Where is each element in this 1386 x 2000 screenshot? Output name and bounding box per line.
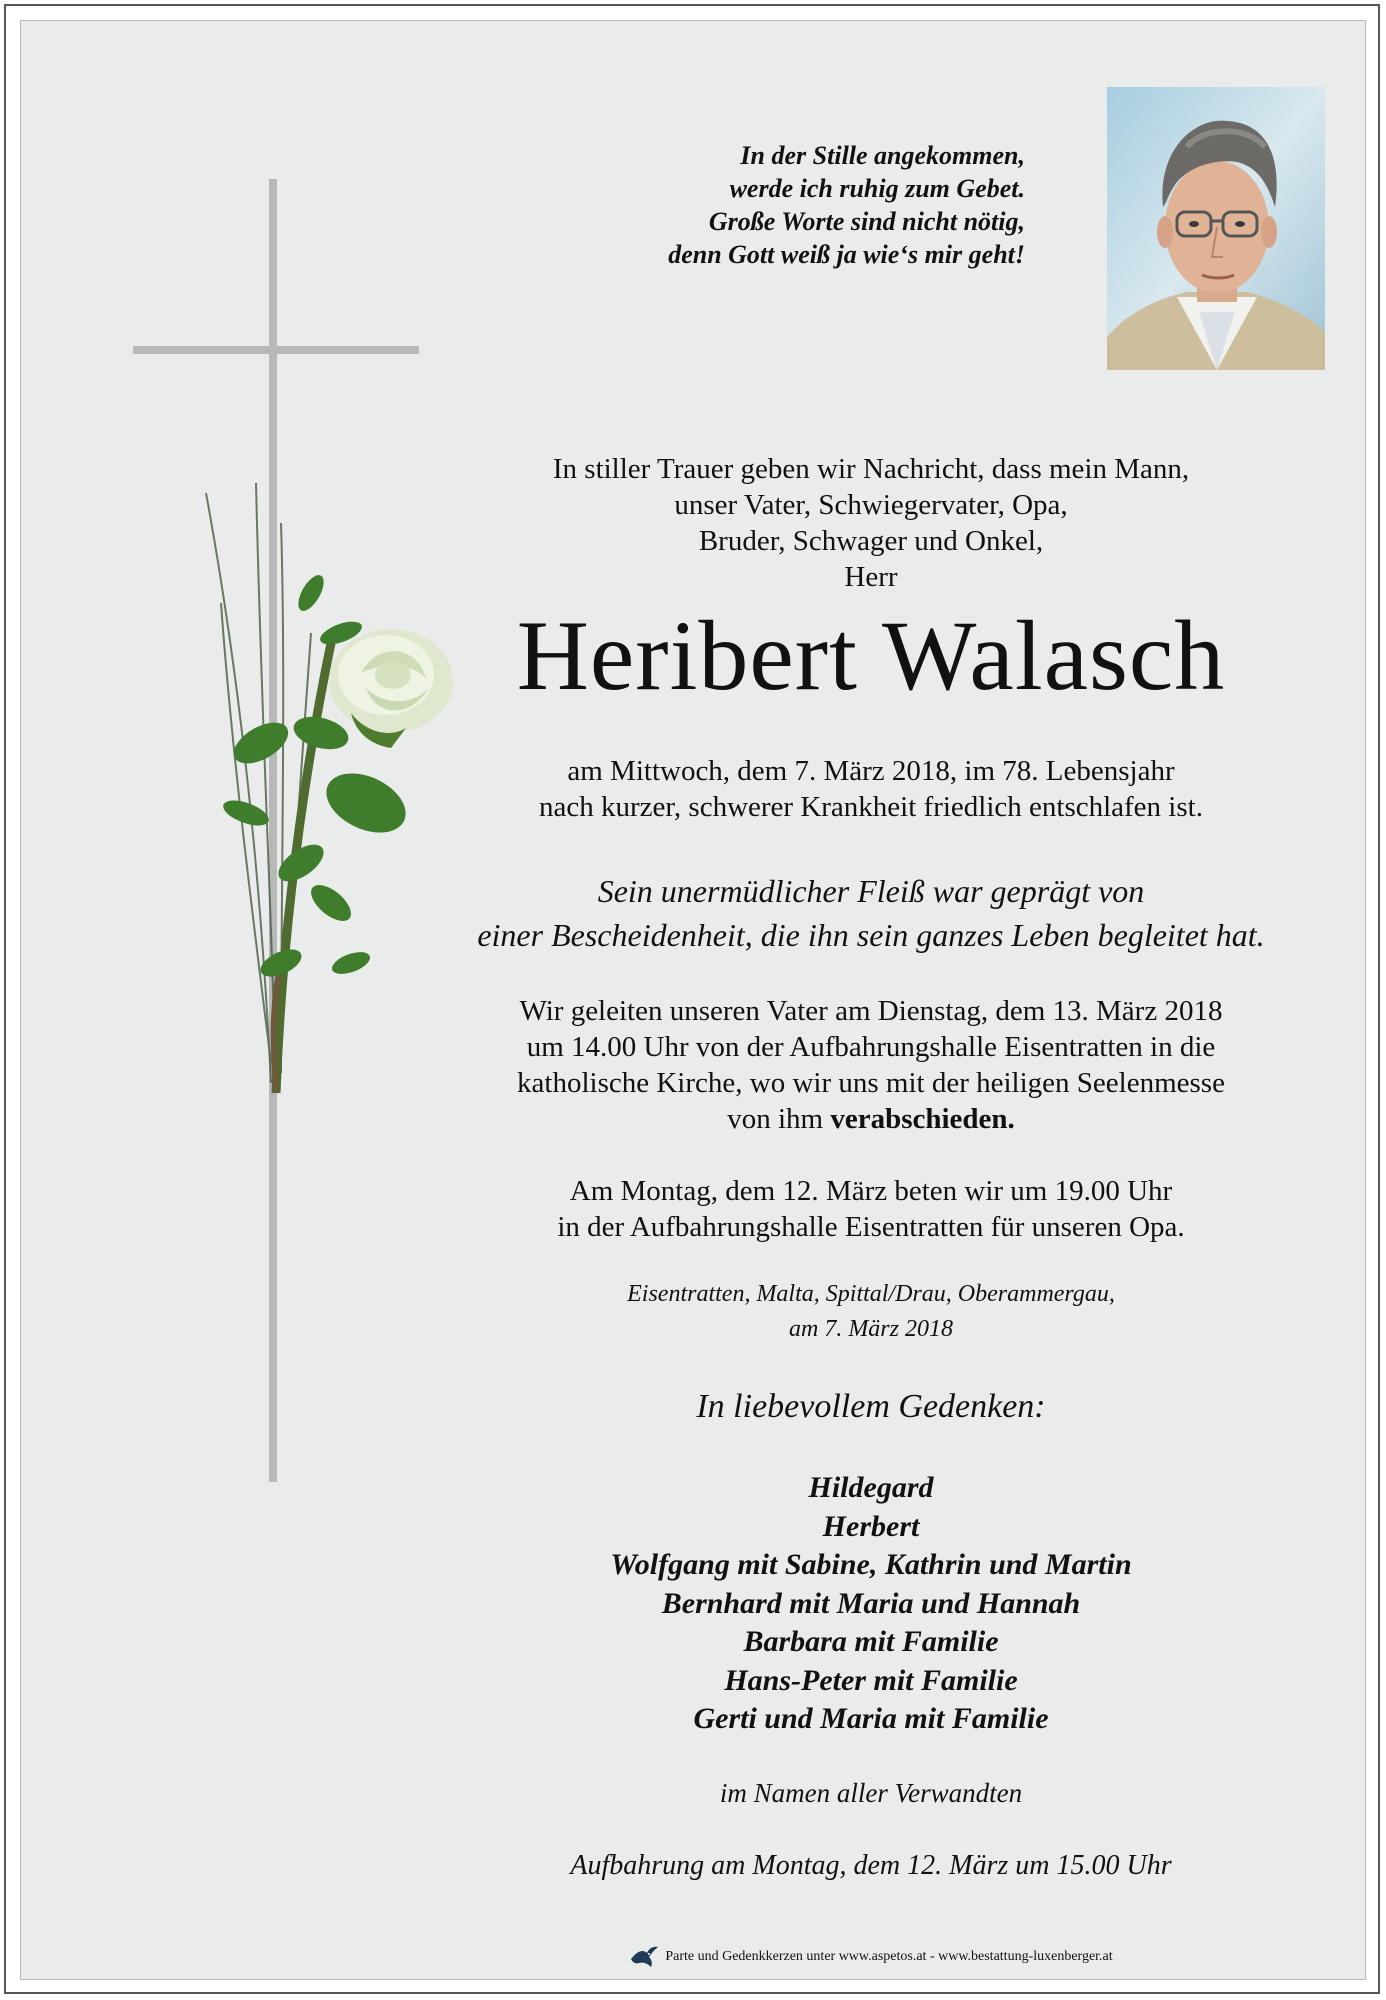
dove-icon [629, 1945, 659, 1969]
poem-line: Große Worte sind nicht nötig, [708, 207, 1025, 236]
obituary-card [20, 20, 1366, 1980]
funeral-line: katholische Kirche, wo wir uns mit der heiligen Seelenmesse [517, 1067, 1225, 1099]
places-line: Eisentratten, Malta, Spittal/Drau, Oberammergau, [627, 1281, 1115, 1307]
page-border [4, 4, 1380, 1994]
funeral-line: Wir geleiten unseren Vater am Dienstag, dem 13. März 2018 [519, 995, 1223, 1027]
viewing-notice: Aufbahrung am Montag, dem 12. März um 15.00 Uhr [570, 1850, 1172, 1881]
intro-text [421, 451, 1321, 595]
prayer-line: in der Aufbahrungshalle Eisentratten für unseren Opa. [557, 1211, 1185, 1243]
family-list [421, 1469, 1321, 1739]
family-member: Wolfgang mit Sabine, Kathrin und Martin [610, 1548, 1132, 1581]
footer [421, 1945, 1321, 1969]
cross-horizontal-bar [133, 346, 419, 354]
death-line: am Mittwoch, dem 7. März 2018, im 78. Lebensjahr [567, 755, 1175, 787]
funeral-line: um 14.00 Uhr von der Aufbahrungshalle Eisentratten in die [526, 1031, 1216, 1063]
tribute-line: Sein unermüdlicher Fleiß war geprägt von [597, 873, 1145, 909]
funeral-details [421, 993, 1321, 1137]
relatives-line: im Namen aller Verwandten [719, 1778, 1023, 1808]
poem-line: werde ich ruhig zum Gebet. [729, 174, 1025, 203]
intro-line: Bruder, Schwager und Onkel, [698, 525, 1044, 557]
date-line: am 7. März 2018 [788, 1316, 953, 1342]
prayer-line: Am Montag, dem 12. März beten wir um 19.00 Uhr [569, 1175, 1173, 1207]
tribute-text [421, 869, 1321, 957]
prayer-details [421, 1173, 1321, 1245]
poem [425, 139, 1025, 271]
intro-line: Herr [844, 561, 898, 593]
portrait-photo [1107, 87, 1325, 370]
deceased-name: Heribert Walasch [516, 600, 1226, 711]
family-member: Bernhard mit Maria und Hannah [661, 1586, 1081, 1620]
funeral-last-prefix: von ihm [727, 1103, 831, 1135]
family-member: Hildegard [808, 1471, 934, 1504]
family-member: Gerti und Maria mit Familie [693, 1702, 1049, 1735]
poem-line: denn Gott weiß ja wie‘s mir geht! [668, 240, 1025, 269]
family-member: Barbara mit Familie [743, 1625, 999, 1658]
death-line: nach kurzer, schwerer Krankheit friedlich entschlafen ist. [539, 791, 1203, 823]
intro-line: In stiller Trauer geben wir Nachricht, dass mein Mann, [552, 453, 1190, 485]
intro-line: unser Vater, Schwiegervater, Opa, [674, 489, 1068, 521]
family-member: Herbert [822, 1509, 920, 1543]
poem-line: In der Stille angekommen, [740, 141, 1025, 170]
tribute-line: einer Bescheidenheit, die ihn sein ganzes Leben begleitet hat. [477, 917, 1265, 953]
funeral-last-bold: verabschieden. [830, 1103, 1015, 1135]
places-and-date [421, 1277, 1321, 1347]
footer-text: Parte und Gedenkkerzen unter www.aspetos.at - www.bestattung-luxenberger.at [665, 1949, 1113, 1964]
family-member: Hans-Peter mit Familie [724, 1663, 1018, 1697]
death-notice [421, 753, 1321, 825]
funeral-line-last [421, 1101, 1321, 1137]
remembrance-heading: In liebevollem Gedenken: [696, 1388, 1046, 1425]
